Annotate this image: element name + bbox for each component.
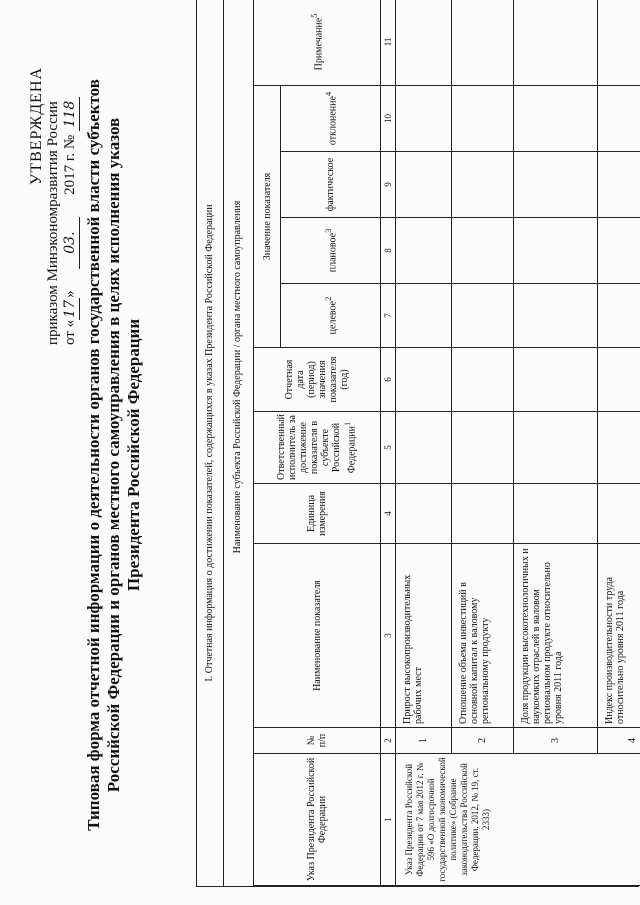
row-number: 3 — [514, 728, 598, 754]
col-header-note — [254, 0, 381, 85]
empty-cell — [452, 152, 514, 218]
column-number: 4 — [381, 484, 396, 544]
col-header-unit: Единица измерения — [254, 484, 381, 544]
empty-cell — [396, 218, 452, 284]
empty-cell — [598, 412, 640, 484]
column-number: 5 — [381, 412, 396, 484]
approval-order-number: 118 — [62, 97, 80, 131]
empty-cell — [514, 152, 598, 218]
col-header-indicator: Наименование показателя — [254, 544, 381, 728]
col-header-responsible — [254, 412, 381, 484]
col-header-decree: Указ Президента Российской Федерации — [254, 754, 381, 886]
empty-cell — [396, 284, 452, 348]
row-number: 4 — [598, 728, 640, 754]
col-header-actual: фактическое — [281, 152, 381, 218]
empty-cell — [598, 348, 640, 412]
approval-from-label: от « — [62, 319, 78, 345]
empty-cell — [396, 484, 452, 544]
column-number: 9 — [381, 152, 396, 218]
empty-cell — [452, 218, 514, 284]
empty-cell — [514, 218, 598, 284]
col-header-responsible-text: Ответственный исполнитель за достижение показателя в субъекте Российской Федерации — [276, 414, 358, 480]
empty-cell — [452, 0, 514, 85]
empty-cell — [514, 284, 598, 348]
footnote-1: 1 — [343, 421, 353, 426]
empty-cell — [598, 85, 640, 151]
column-number: 1 — [381, 754, 396, 886]
form-title-line-3: Президента Российской Федерации — [124, 318, 143, 592]
col-header-deviation — [281, 85, 381, 151]
empty-cell — [396, 412, 452, 484]
col-header-target-text: целевое — [327, 300, 339, 335]
table-row — [396, 0, 452, 886]
empty-cell — [598, 218, 640, 284]
empty-cell — [598, 0, 640, 85]
col-header-planned-text: плановое — [327, 232, 339, 273]
column-number-row — [381, 0, 396, 886]
report-frame — [196, 0, 639, 887]
empty-cell — [514, 348, 598, 412]
indicator-name: Индекс производительности труда относительно уровня 2011 года — [598, 544, 640, 728]
table-row — [514, 0, 598, 886]
form-title-line-1: Типовая форма отчетной информации о деятельности органов государственной власти субъектов — [84, 79, 103, 831]
column-number: 3 — [381, 544, 396, 728]
empty-cell — [514, 484, 598, 544]
empty-cell — [514, 412, 598, 484]
empty-cell — [452, 85, 514, 151]
indicator-name: Доля продукции высокотехнологичных и наукоемких отраслей в валовом региональном продукте относительно уровня 2011 года — [514, 544, 598, 728]
empty-cell — [514, 0, 598, 85]
table-row — [452, 0, 514, 886]
column-number: 6 — [381, 348, 396, 412]
empty-cell — [598, 152, 640, 218]
col-header-date: Отчетная дата (период) значения показателя (год) — [254, 348, 381, 412]
header-row-1 — [254, 0, 281, 886]
column-number: 2 — [381, 728, 396, 754]
column-number: 7 — [381, 284, 396, 348]
empty-cell — [514, 85, 598, 151]
empty-cell — [452, 348, 514, 412]
approval-order-line: приказом Минэкономразвития России — [45, 101, 61, 345]
section-title: I. Отчетная информация о достижении показателей, содержащихся в указах Президента Российской Федерации — [197, 0, 224, 886]
report-table — [253, 0, 640, 886]
col-header-planned — [281, 218, 381, 284]
column-number: 8 — [381, 218, 396, 284]
decree-cell: Указ Президента Российской Федерации от 7 мая 2012 г. № 596 «О долгосрочной государственной экономической политике» (Собрание законодательства Российской Федерации, 2012, № 19, ст. 2333) — [396, 754, 640, 886]
row-number: 1 — [396, 728, 452, 754]
approval-stamp — [28, 5, 80, 345]
form-title-line-2: Российской Федерации и органов местного самоуправления в целях исполнения указов — [104, 117, 123, 793]
empty-cell — [452, 484, 514, 544]
row-number: 2 — [452, 728, 514, 754]
col-header-target — [281, 284, 381, 348]
subject-name-row: Наименование субъекта Российской Федерации / органа местного самоуправления — [223, 0, 254, 754]
table-row — [598, 0, 640, 886]
approval-year-number-label: 2017 г. № — [62, 134, 78, 195]
empty-cell — [598, 284, 640, 348]
empty-cell — [396, 348, 452, 412]
approval-month: 03. — [62, 217, 80, 269]
footnote-3: 3 — [323, 228, 333, 233]
col-header-value-group: Значение показателя — [254, 85, 281, 347]
empty-cell — [452, 284, 514, 348]
empty-cell — [452, 412, 514, 484]
footnote-2: 2 — [323, 296, 333, 301]
column-number: 11 — [381, 0, 396, 85]
approval-day: 17 — [62, 298, 80, 320]
empty-cell — [396, 85, 452, 151]
footnote-5: 5 — [310, 13, 320, 18]
col-header-num: № п/п — [254, 728, 381, 754]
form-title — [84, 65, 144, 845]
column-number: 10 — [381, 85, 396, 151]
approval-date-line — [62, 5, 80, 345]
col-header-deviation-text: отклонение — [327, 96, 339, 146]
approval-heading: УТВЕРЖДЕНА — [28, 66, 45, 185]
indicator-name: Отношение объема инвестиций в основной капитал к валовому региональному продукту — [452, 544, 514, 728]
empty-cell — [396, 152, 452, 218]
empty-cell — [598, 484, 640, 544]
empty-cell — [396, 0, 452, 85]
footnote-4: 4 — [323, 91, 333, 97]
approval-quote-close: » — [62, 290, 78, 298]
col-header-note-text: Примечание — [313, 17, 325, 71]
indicator-name: Прирост высокопроизводительных рабочих мест — [396, 544, 452, 728]
